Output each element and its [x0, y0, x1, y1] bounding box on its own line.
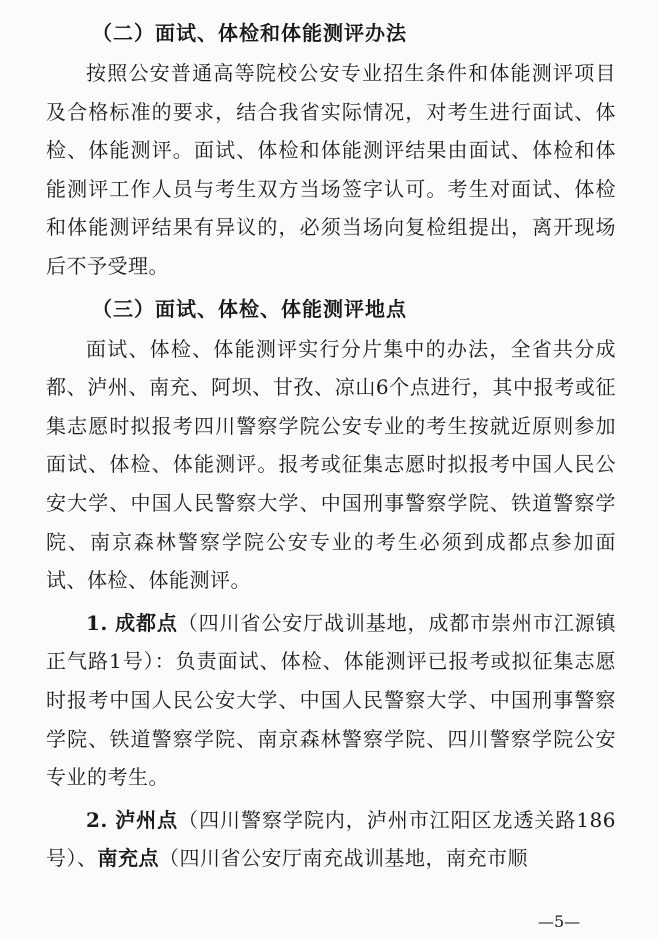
location-name-luzhou: 泸州点 — [115, 807, 179, 832]
location-item-chengdu — [46, 604, 616, 797]
section-2-paragraph: 按照公安普通高等院校公安专业招生条件和体能测评项目及合格标准的要求，结合我省实际情况，对考生进行面试、体检、体能测评。面试、体检和体能测评结果由面试、体检和体能测评工作人员与考生双方当场签字认可。考生对面试、体检和体能测评结果有异议的，必须当场向复检组提出，离开现场后不予受理。 — [46, 61, 616, 278]
section-heading-2: （二）面试、体检和体能测评办法 — [92, 21, 407, 45]
section-heading-3: （三）面试、体检、体能测评地点 — [92, 296, 407, 321]
section-3-paragraph: 面试、体检、体能测评实行分片集中的办法，全省共分成都、泸州、南充、阿坝、甘孜、凉山6个点进行，其中报考或征集志愿时拟报考四川警察学院公安专业的考生按就近原则参加面试、体检、体能测评。报考或征集志愿时拟报考中国人民公安大学、中国人民警察大学、中国刑事警察学院、铁道警察学院、南京森林警察学院公安专业的考生必须到成都点参加面试、体检、体能测评。 — [46, 336, 616, 593]
location-name-chengdu: 成都点 — [115, 610, 178, 635]
location-item-luzhou-nanchong — [46, 801, 616, 878]
location-desc-nanchong: （四川省公安厅南充战训基地，南充市顺 — [159, 846, 528, 871]
location-desc-chengdu: （四川省公安厅战训基地，成都市崇州市江源镇正气路1号）：负责面试、体检、体能测评已报考或拟征集志愿时报考中国人民公安大学、中国人民警察大学、中国刑事警察学院、铁道警察学院、南京森林警察学院、四川警察学院公安专业的考生。 — [46, 610, 617, 790]
location-desc-luzhou: （四川警察学院内，泸州市江阳区龙透关路186号）、 — [46, 807, 617, 871]
location-name-nanchong: 南充点 — [97, 846, 159, 871]
item-number-1: 1. — [86, 610, 108, 635]
item-number-2: 2. — [86, 807, 108, 832]
page-number: —5— — [538, 912, 581, 931]
document-page — [46, 14, 616, 878]
